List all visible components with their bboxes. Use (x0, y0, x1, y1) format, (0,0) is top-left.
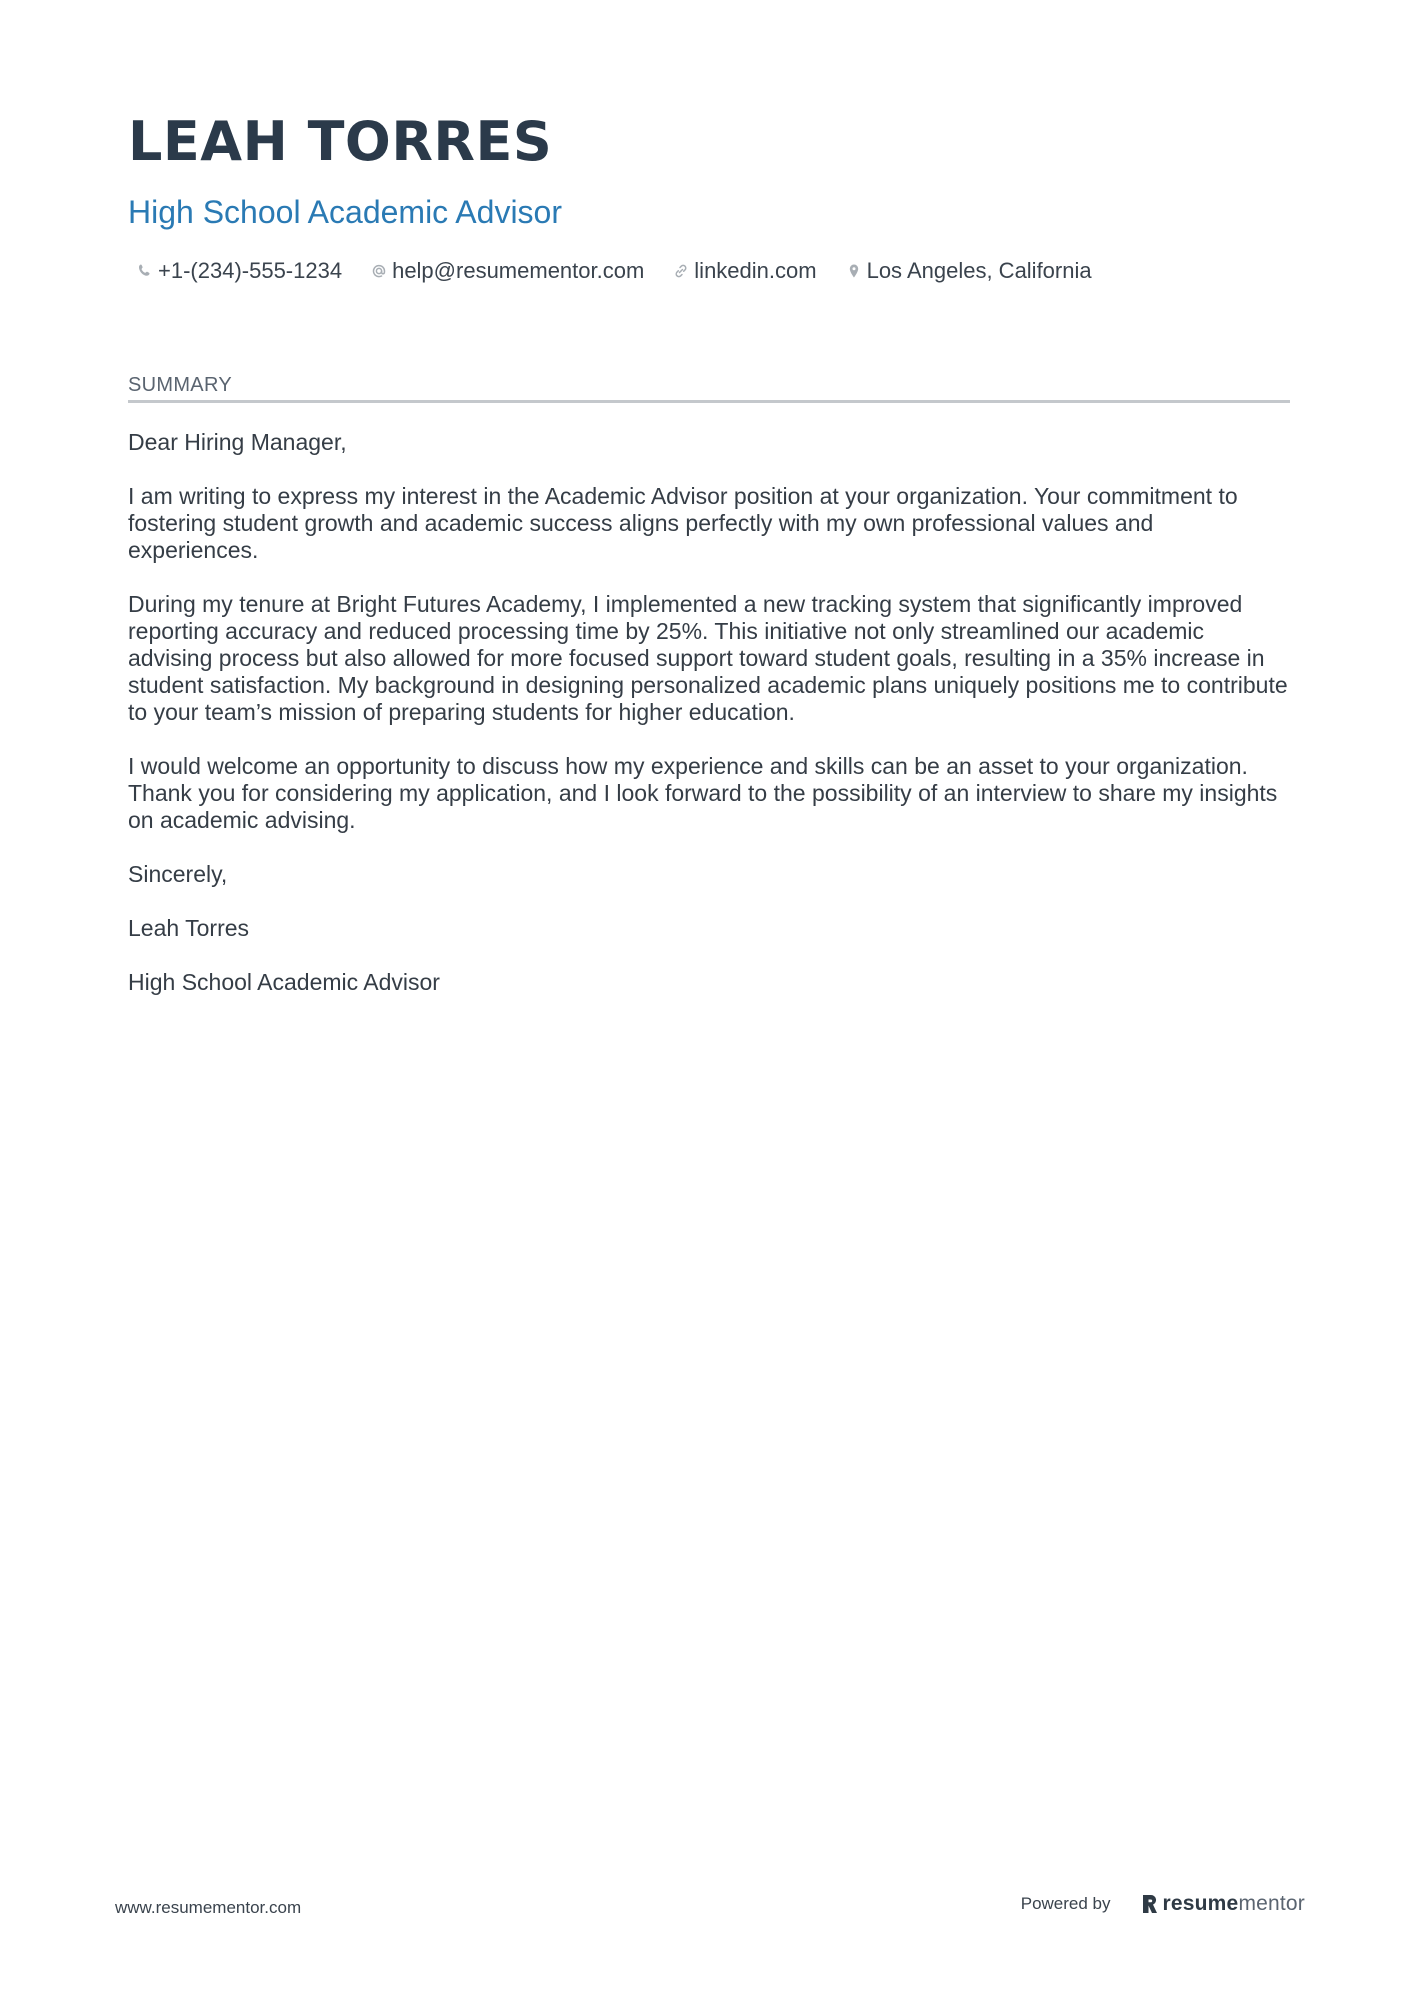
signature-name: Leah Torres (128, 915, 250, 941)
letter-paragraph: During my tenure at Bright Futures Academy, I implemented a new tracking system that significantly improved reporting accuracy and reduced processing time by 25%. This initiative not only streamlined our academic advising process but also allowed for more focused support toward student goals, resulting in a 35% increase in student satisfaction. My background in designing personalized academic plans uniquely positions me to contribute to your team’s mission of preparing students for higher education. (128, 591, 1288, 725)
summary-heading: SUMMARY (128, 372, 1290, 403)
resumementor-logo-icon (1141, 1893, 1159, 1915)
phone-text: +1-(234)-555-1234 (158, 258, 343, 283)
job-title: High School Academic Advisor (128, 194, 562, 230)
linkedin-text: linkedin.com (694, 258, 817, 283)
letter-paragraph: I would welcome an opportunity to discuss how my experience and skills can be an asset to your organization. Thank you for considering my application, and I look forward to the possibility of an interview to share my insights on academic advising. (128, 753, 1278, 833)
salutation: Dear Hiring Manager, (128, 429, 347, 455)
footer-branding (1021, 1892, 1305, 1916)
contact-phone (136, 256, 342, 286)
email-text: help@resumementor.com (392, 258, 645, 283)
contact-linkedin (672, 256, 816, 286)
letter-body (128, 429, 1290, 996)
location-text: Los Angeles, California (866, 258, 1092, 283)
signature-title: High School Academic Advisor (128, 969, 440, 995)
phone-icon (136, 262, 154, 280)
link-icon (672, 262, 690, 280)
footer-website[interactable]: www.resumementor.com (115, 1898, 302, 1917)
contact-location (845, 256, 1092, 286)
footer (0, 1890, 1410, 1930)
resumementor-logo[interactable] (1141, 1892, 1305, 1916)
location-pin-icon (845, 262, 863, 280)
letter-paragraph: I am writing to express my interest in the Academic Advisor position at your organization. Your commitment to fostering student growth and academic success aligns perfectly with my own professional values and experiences. (128, 483, 1238, 563)
closing: Sincerely, (128, 861, 228, 887)
at-icon (370, 262, 388, 280)
applicant-name: LEAH TORRES (128, 110, 553, 173)
logo-text-light: mentor (1238, 1892, 1305, 1915)
powered-by-text: Powered by (1020, 1894, 1111, 1913)
contact-info (128, 256, 1290, 286)
logo-text-bold: resume (1162, 1892, 1239, 1915)
contact-email (370, 256, 644, 286)
cover-letter (128, 110, 1290, 1023)
